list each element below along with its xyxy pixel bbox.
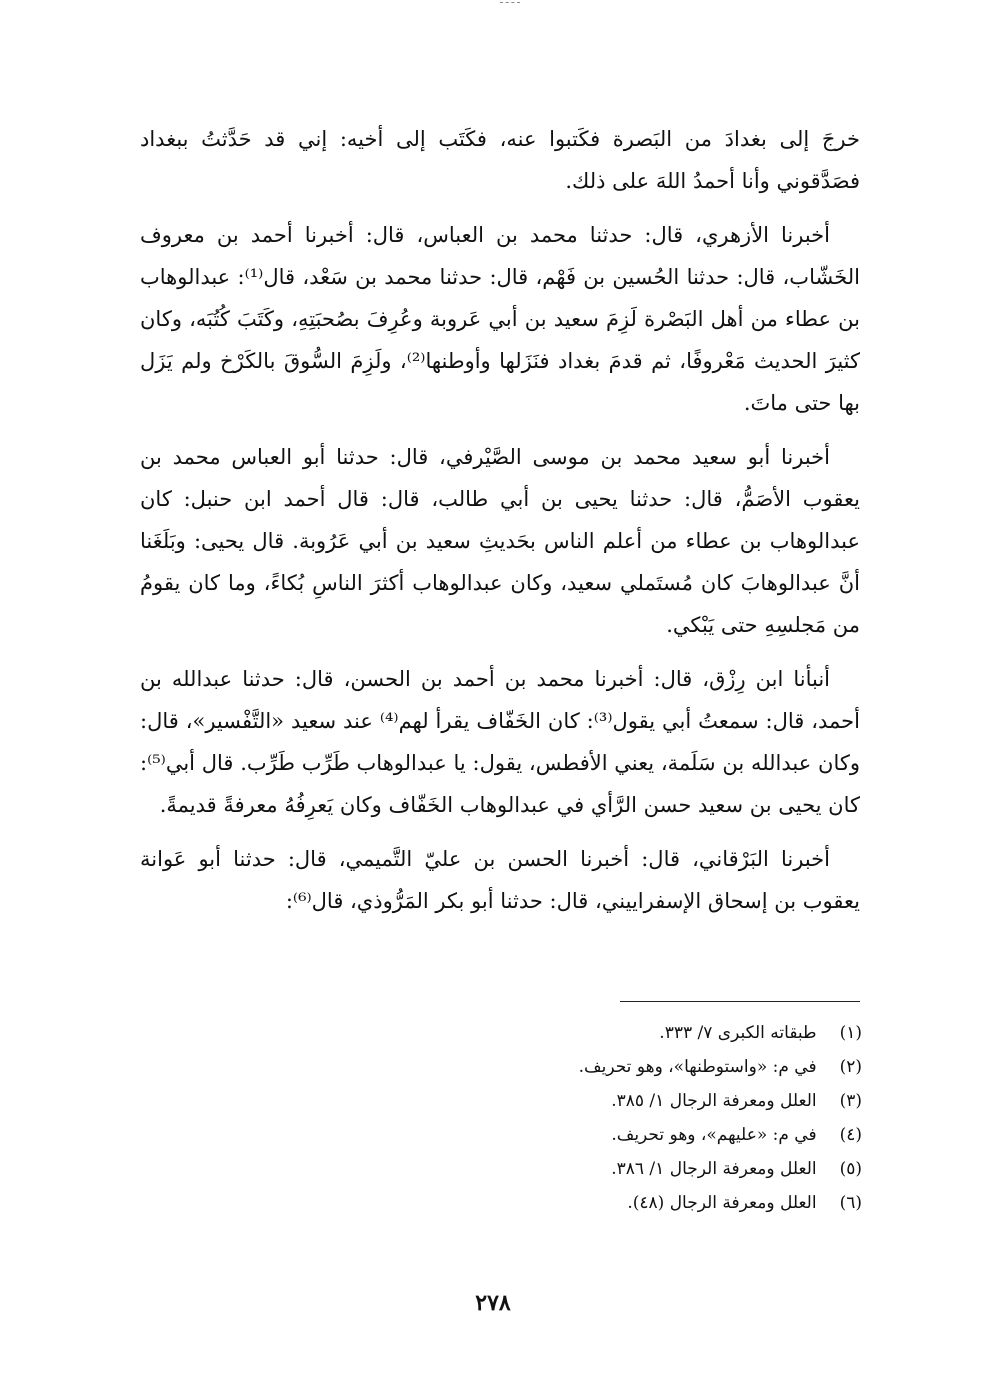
footnote-text: في م: «عليهم»، وهو تحريف. <box>611 1125 817 1145</box>
main-text <box>140 118 860 922</box>
paragraph: أخبرنا أبو سعيد محمد بن موسى الصَّيْرفي، قال: حدثنا أبو العباس محمد بن يعقوب الأصَمُّ، قال: حدثنا يحيى بن أبي طالب، قال: قال أحمد ابن حنبل: كان عبدالوهاب بن عطاء من أعلم الناس بحَديثِ سعيد بن أبي عَرُوبة. قال يحيى: وبَلَغَنا أنَّ عبدالوهابَ كان مُستَملي سعيد، وكان عبدالوهاب أكثرَ الناسِ بُكاءً، وما كان يقومُ من مَجلسِهِ حتى يَبْكي. <box>140 445 860 637</box>
footnote-item <box>470 1016 862 1050</box>
paragraph: أخبرنا البَرْقاني، قال: أخبرنا الحسن بن عليّ التَّميمي، قال: حدثنا أبو عَوانة يعقوب بن إسحاق الإسفراييني، قال: حدثنا أبو بكر المَرُّوذي، قال⁽⁶⁾: <box>140 847 860 913</box>
paragraph: أخبرنا الأزهري، قال: حدثنا محمد بن العباس، قال: أخبرنا أحمد بن معروف الخَشّاب، قال: حدثنا الحُسين بن فَهْم، قال: حدثنا محمد بن سَعْد، قال⁽¹⁾: عبدالوهاب بن عطاء من أهل البَصْرة لَزِمَ سعيد بن أبي عَروبة وعُرِفَ بصُحبَتِهِ، وكَتَبَ كُتُبَه، وكان كثيرَ الحديث مَعْروفًا، ثم قدمَ بغداد فنَزَلها وأوطنها⁽²⁾، ولَزِمَ السُّوقَ بالكَرْخ ولم يَزَل بها حتى ماتَ. <box>140 223 861 415</box>
footnote-number: (١) <box>839 1023 862 1043</box>
paragraph: خرجَ إلى بغدادَ من البَصرة فكَتبوا عنه، فكَتَب إلى أخيه: إني قد حَدَّثتُ ببغداد فصَدَّقوني وأنا أحمدُ اللهَ على ذلك. <box>140 127 860 193</box>
footnote-text: العلل ومعرفة الرجال ١/ ٣٨٥. <box>611 1091 817 1111</box>
footnote-divider <box>620 1001 860 1002</box>
footnote-number: (٥) <box>839 1159 862 1179</box>
footnotes <box>470 1016 862 1220</box>
footnote-number: (٢) <box>839 1057 862 1077</box>
footnote-number: (٤) <box>839 1125 862 1145</box>
footnote-item <box>470 1050 862 1084</box>
paragraph: أنبأنا ابن رِزْق، قال: أخبرنا محمد بن أحمد بن الحسن، قال: حدثنا عبدالله بن أحمد، قال: سمعتُ أبي يقول⁽³⁾: كان الخَفّاف يقرأ لهم⁽⁴⁾ عند سعيد «التَّفْسير»، قال: وكان عبدالله بن سَلَمة، يعني الأفطس، يقول: يا عبدالوهاب طَرِّب طَرِّب. قال أبي⁽⁵⁾: كان يحيى بن سعيد حسن الرَّأي في عبدالوهاب الخَفّاف وكان يَعرِفُهُ معرفةً قديمةً. <box>140 667 860 817</box>
page-top-mark <box>500 2 520 5</box>
footnote-item <box>470 1118 862 1152</box>
footnote-text: العلل ومعرفة الرجال (٤٨). <box>627 1193 817 1213</box>
footnote-number: (٦) <box>839 1193 862 1213</box>
footnote-item <box>470 1152 862 1186</box>
footnote-number: (٣) <box>839 1091 862 1111</box>
footnote-text: في م: «واستوطنها»، وهو تحريف. <box>578 1057 817 1077</box>
footnote-text: طبقاته الكبرى ٧/ ٣٣٣. <box>659 1023 817 1043</box>
footnote-item <box>470 1084 862 1118</box>
page-number: ٢٧٨ <box>475 1290 511 1316</box>
footnote-item <box>470 1186 862 1220</box>
footnote-text: العلل ومعرفة الرجال ١/ ٣٨٦. <box>611 1159 817 1179</box>
